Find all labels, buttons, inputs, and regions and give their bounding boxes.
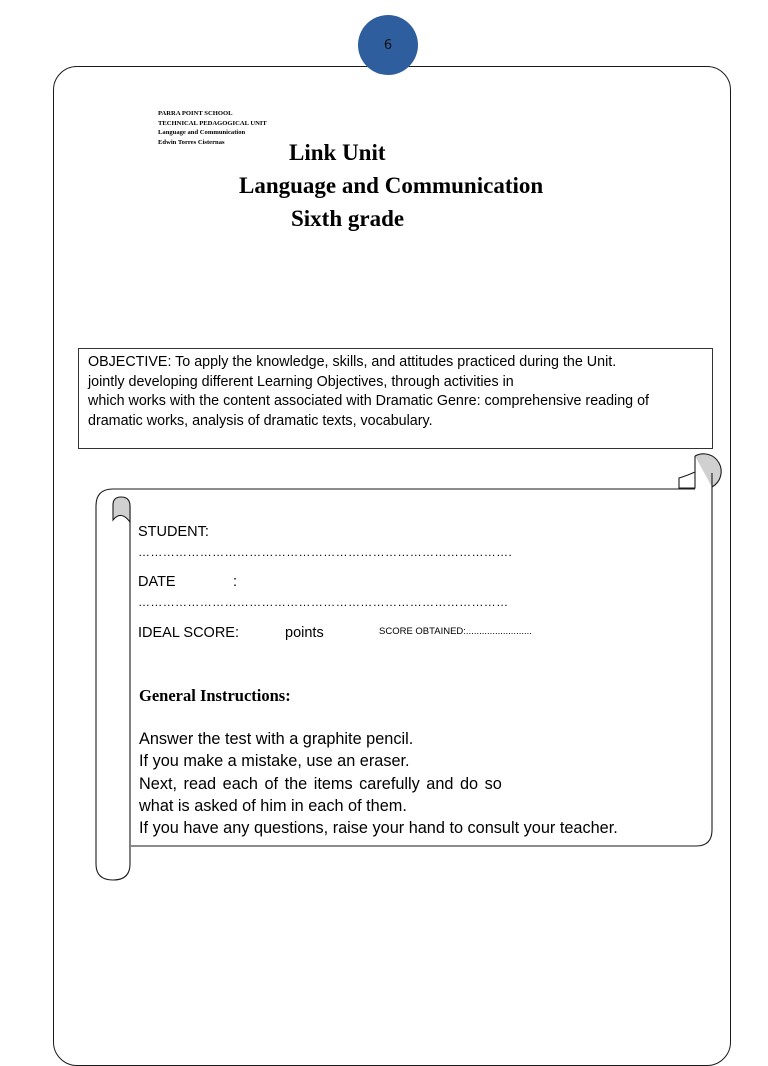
- instruction-line: If you have any questions, raise your hand to consult your teacher.: [139, 819, 618, 838]
- date-colon: :: [233, 574, 238, 590]
- date-line[interactable]: ………………………………………………………………………………: [138, 595, 509, 609]
- document-subject: Language and Communication: [239, 173, 544, 198]
- date-label: DATE: [138, 574, 176, 590]
- objective-line: which works with the content associated with Dramatic Genre: comprehensive reading of: [88, 393, 650, 409]
- document-grade: Sixth grade: [291, 206, 405, 231]
- objective-line: jointly developing different Learning Objectives, through activities in: [88, 373, 514, 390]
- ideal-score-label: IDEAL SCORE:: [138, 625, 239, 641]
- objective-line: OBJECTIVE: To apply the knowledge, skills, and attitudes practiced during the Unit.: [88, 354, 617, 370]
- school-teacher: Edwin Torres Cisternas: [158, 138, 225, 146]
- objective-line: dramatic works, analysis of dramatic texts, vocabulary.: [88, 412, 433, 429]
- school-unit: TECHNICAL PEDAGOGICAL UNIT: [158, 119, 267, 127]
- score-obtained-field[interactable]: SCORE OBTAINED:.........................: [379, 626, 532, 637]
- document-title: Link Unit: [289, 140, 386, 165]
- school-name: PARRA POINT SCHOOL: [158, 110, 233, 117]
- instruction-line: Next, read each of the items carefully and do so: [139, 774, 502, 793]
- instruction-line: what is asked of him in each of them.: [139, 796, 407, 815]
- student-label: STUDENT:: [138, 524, 209, 540]
- school-subject: Language and Communication: [158, 129, 246, 136]
- student-name-line[interactable]: ……………………………………………………………………………….: [138, 545, 513, 559]
- instruction-line: If you make a mistake, use an eraser.: [139, 752, 410, 771]
- instructions-list: [139, 728, 618, 839]
- points-label: points: [285, 625, 324, 641]
- instructions-title: General Instructions:: [139, 686, 291, 705]
- page-number-badge: 6: [358, 15, 418, 75]
- instruction-line: Answer the test with a graphite pencil.: [139, 730, 414, 748]
